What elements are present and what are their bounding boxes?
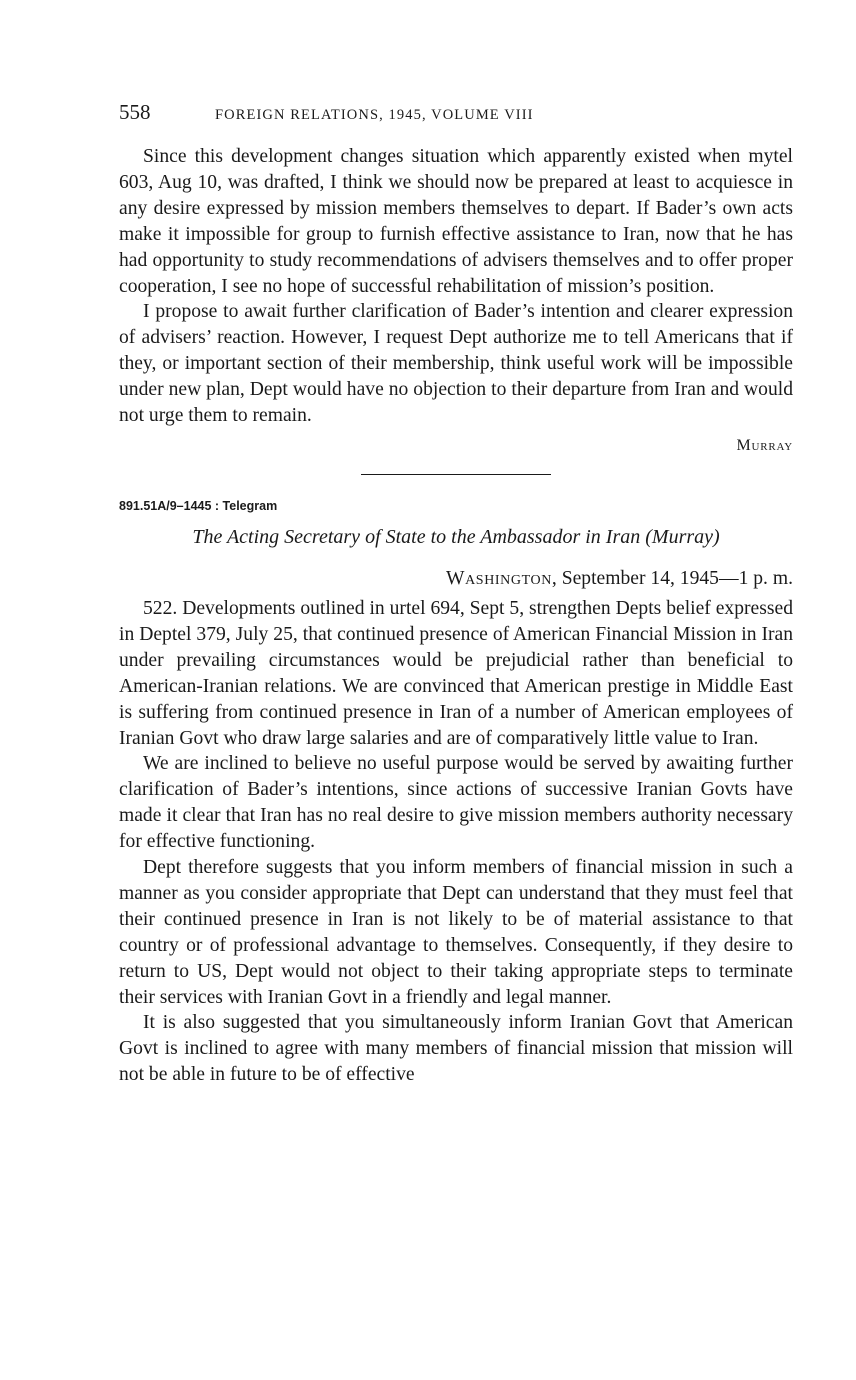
document-1 [119, 144, 793, 459]
dateline-place: Washington [446, 567, 552, 589]
page-number: 558 [119, 100, 151, 124]
dateline-date: , September 14, 1945—1 p. m. [551, 567, 793, 589]
document-2 [119, 596, 793, 1088]
paragraph: I propose to await further clarification of Bader’s intention and clearer expression of advisers’ reaction. However, I request Dept authorize me to tell Americans that if they, or important section of their membership, think useful work will be impossible under new plan, Dept would have no objection to their departure from Iran and would not urge them to remain. [119, 301, 793, 427]
document-page [119, 100, 793, 1088]
paragraph: We are inclined to believe no useful purpose would be served by awaiting further clarification of Bader’s intentions, since actions of successive Iranian Govts have made it clear that Iran has no real desire to give mission members authority necessary for effective functioning. [119, 753, 793, 853]
running-title: FOREIGN RELATIONS, 1945, VOLUME VIII [215, 107, 534, 123]
running-header [119, 100, 793, 136]
dateline [119, 566, 793, 592]
paragraph: 522. Developments outlined in urtel 694, Sept 5, strengthen Depts belief expressed in Deptel 379, July 25, that continued presence of American Financial Mission in Iran under prevailing circumstances would be prejudicial rather than beneficial to American-Iranian relations. We are convinced that American prestige in Middle East is suffering from continued presence in Iran of a number of American employees of Iranian Govt who draw large salaries and are of comparatively little value to Iran. [119, 597, 793, 749]
paragraph: Dept therefore suggests that you inform members of financial mission in such a manner as you consider appropriate that Dept can understand that they must feel that their continued presence in Iran is not likely to be of material assistance to that country or of professional advantage to themselves. Consequently, if they desire to return to US, Dept would not object to their taking appropriate steps to terminate their services with Iranian Govt in a friendly and legal manner. [119, 857, 793, 1008]
document-title: The Acting Secretary of State to the Ambassador in Iran (Murray) [192, 525, 720, 548]
paragraph: Since this development changes situation which apparently existed when mytel 603, Aug 10, was drafted, I think we should now be prepared at least to acquiesce in any desire expressed by mission members themselves to depart. If Bader’s own acts make it impossible for group to furnish effective assistance to Iran, now that he has had opportunity to study recommendations of advisers themselves and to offer proper cooperation, I see no hope of successful rehabilitation of mission’s position. [119, 146, 793, 297]
file-reference: 891.51A/9–1445 : Telegram [119, 498, 278, 513]
paragraph: It is also suggested that you simultaneously inform Iranian Govt that American Govt is inclined to agree with many members of financial mission that mission will not be able in future to be of effective [119, 1012, 793, 1086]
signature: Murray [736, 436, 793, 454]
section-divider [361, 474, 551, 475]
